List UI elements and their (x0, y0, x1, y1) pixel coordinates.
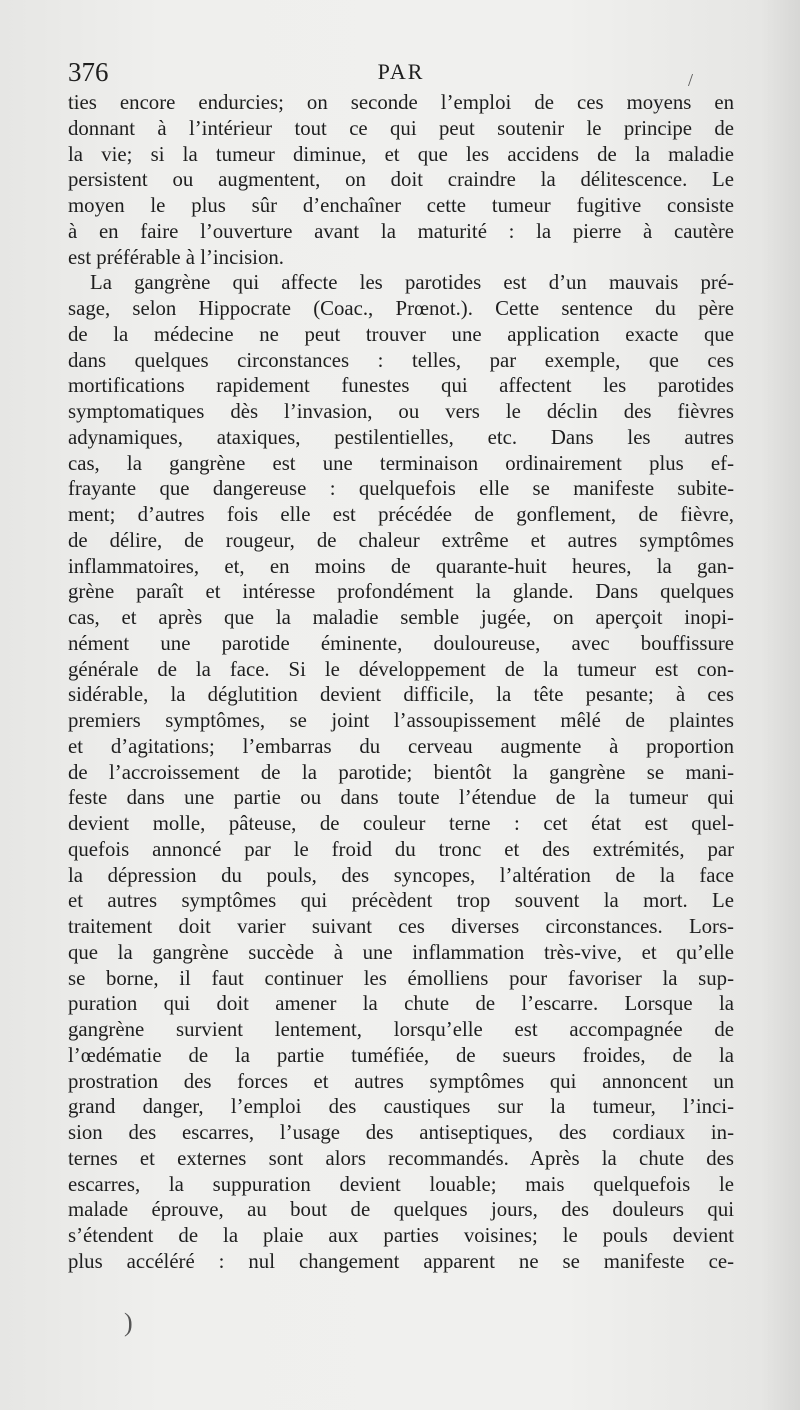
text-line: devient molle, pâteuse, de couleur terne : cet état est quel- (68, 812, 734, 835)
text-line: nément une parotide éminente, douloureuse, avec bouffissure (68, 631, 734, 655)
text-line: est préférable à l’incision. (68, 245, 284, 269)
text-line: de l’accroissement de la parotide; bientôt la gangrène se mani- (68, 760, 734, 784)
body-text (68, 90, 734, 1275)
text-line: sage, selon Hippocrate (Coac., Prœnot.). Cette sentence du père (68, 297, 734, 320)
text-line: traitement doit varier suivant ces diverses circonstances. Lors- (68, 915, 734, 938)
text-line: ment; d’autres fois elle est précédée de gonflement, de fièvre, (68, 503, 734, 526)
text-line: mortifications rapidement funestes qui affectent les parotides (68, 374, 734, 398)
text-line: à en faire l’ouverture avant la maturité : la pierre à cautère (68, 219, 734, 243)
page-header (68, 54, 734, 90)
text-line: et autres symptômes qui précèdent trop souvent la mort. Le (68, 889, 734, 913)
text-line: la vie; si la tumeur diminue, et que les accidens de la maladie (68, 142, 734, 166)
text-line: la dépression du pouls, des syncopes, l’altération de la face (68, 863, 734, 887)
text-line: malade éprouve, au bout de quelques jours, des douleurs qui (68, 1198, 734, 1222)
text-line: symptomatiques dès l’invasion, ou vers le déclin des fièvres (68, 400, 734, 423)
text-line: cas, la gangrène est une terminaison ordinairement plus ef- (68, 451, 734, 475)
text-line: de délire, de rougeur, de chaleur extrême et autres symptômes (68, 528, 734, 552)
text-line: et d’agitations; l’embarras du cerveau augmente à proportion (68, 734, 734, 758)
text-line: se borne, il faut continuer les émolliens pour favoriser la sup- (68, 966, 734, 990)
text-line: donnant à l’intérieur tout ce qui peut soutenir le principe de (68, 116, 734, 140)
text-line: grand danger, l’emploi des caustiques sur la tumeur, l’inci- (68, 1095, 734, 1119)
text-line: s’étendent de la plaie aux parties voisines; le pouls devient (68, 1224, 734, 1247)
text-line: sion des escarres, l’usage des antiseptiques, des cordiaux in- (68, 1121, 734, 1144)
paragraph (68, 90, 734, 270)
text-line: de la médecine ne peut trouver une application exacte que (68, 322, 734, 346)
text-line: dans quelques circonstances : telles, par exemple, que ces (68, 348, 734, 372)
text-line: premiers symptômes, se joint l’assoupissement mêlé de plaintes (68, 709, 734, 732)
text-line: prostration des forces et autres symptômes qui annoncent un (68, 1069, 734, 1093)
text-line: La gangrène qui affecte les parotides est d’un mauvais pré- (90, 271, 734, 295)
text-line: frayante que dangereuse : quelquefois elle se manifeste subite- (68, 477, 734, 501)
text-line: générale de la face. Si le développement de la tumeur est con- (68, 657, 734, 681)
text-line: ternes et externes sont alors recommandés. Après la chute des (68, 1146, 734, 1170)
text-line: adynamiques, ataxiques, pestilentielles, etc. Dans les autres (68, 425, 734, 449)
paragraph (68, 270, 734, 1274)
text-line: ties encore endurcies; on seconde l’emploi de ces moyens en (68, 91, 734, 114)
text-line: gangrène survient lentement, lorsqu’elle est accompagnée de (68, 1018, 734, 1041)
text-line: quefois annoncé par le froid du tronc et des extrémités, par (68, 837, 734, 861)
text-line: grène paraît et intéresse profondément la glande. Dans quelques (68, 580, 734, 604)
text-line: que la gangrène succède à une inflammation très-vive, et qu’elle (68, 940, 734, 964)
text-line: sidérable, la déglutition devient difficile, la tête pesante; à ces (68, 683, 734, 707)
text-line: moyen le plus sûr d’enchaîner cette tumeur fugitive consiste (68, 194, 734, 217)
text-line: cas, et après que la maladie semble jugée, on aperçoit inopi- (68, 606, 734, 629)
text-line: puration qui doit amener la chute de l’escarre. Lorsque la (68, 992, 734, 1016)
text-line: escarres, la suppuration devient louable; mais quelquefois le (68, 1172, 734, 1196)
text-line: feste dans une partie ou dans toute l’étendue de la tumeur qui (68, 786, 734, 810)
text-line: plus accéléré : nul changement apparent ne se manifeste ce- (68, 1249, 734, 1273)
page-edge-shadow (760, 0, 800, 1410)
text-line: l’œdématie de la partie tuméfiée, de sueurs froides, de la (68, 1043, 734, 1067)
stray-ink-mark: ) (124, 1308, 133, 1337)
stray-ink-mark: / (688, 70, 694, 90)
text-line: inflammatoires, et, en moins de quarante-huit heures, la gan- (68, 554, 734, 578)
page-number: 376 (68, 57, 109, 87)
running-head: PAR (377, 59, 425, 84)
text-line: persistent ou augmentent, on doit craindre la délitescence. Le (68, 168, 734, 192)
